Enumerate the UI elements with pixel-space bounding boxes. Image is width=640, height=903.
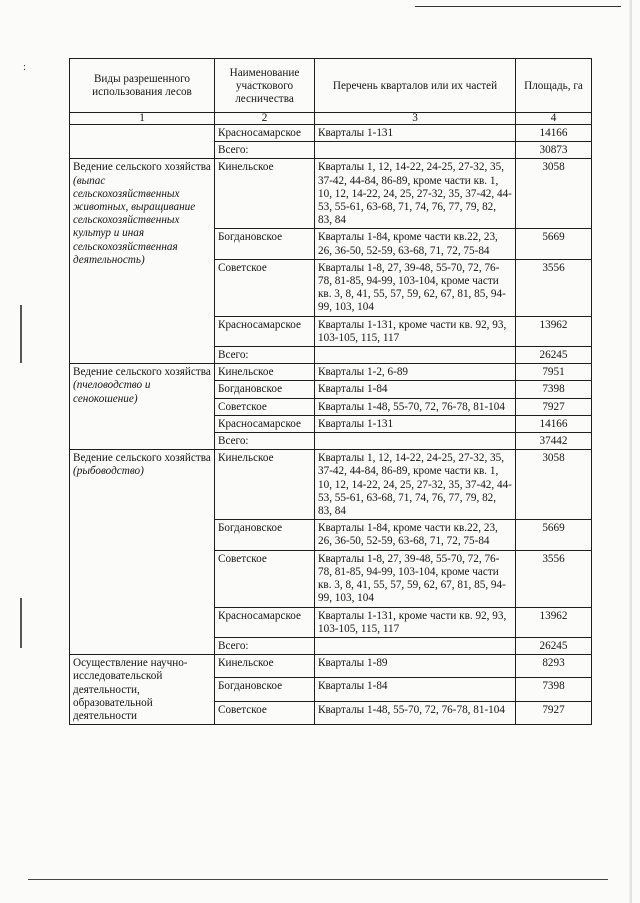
forestry-cell: Богдановское <box>215 381 315 398</box>
table-row <box>70 159 592 229</box>
quarters-cell: Кварталы 1-131 <box>315 125 516 142</box>
forestry-cell: Кинельское <box>215 655 315 678</box>
use-type-note: (пчеловодство и сенокошение) <box>73 379 151 405</box>
use-type-note: (рыбоводство) <box>73 465 144 478</box>
quarters-cell <box>315 433 516 450</box>
scan-artifact-bottom-line <box>28 879 608 880</box>
use-type-note: (выпас сельскохозяйственных животных, выращивание сельскохозяйственных культур и иная сельскохозяйственная деятельность) <box>73 174 196 266</box>
column-number: 2 <box>215 113 315 125</box>
use-type-cell <box>70 655 215 725</box>
column-number: 4 <box>516 113 592 125</box>
forestry-cell: Красносамарское <box>215 125 315 142</box>
quarters-cell <box>315 637 516 654</box>
use-type-name: Ведение сельского хозяйства <box>73 161 211 174</box>
header-forestry: Наименование участкового лесничества <box>215 59 315 113</box>
quarters-cell: Кварталы 1-2, 6-89 <box>315 364 516 381</box>
forestry-cell: Всего: <box>215 433 315 450</box>
header-quarters: Перечень кварталов или их частей <box>315 59 516 113</box>
forestry-cell: Красносамарское <box>215 607 315 637</box>
use-type-name: Ведение сельского хозяйства <box>73 452 211 465</box>
scan-artifact-top-line <box>415 6 621 7</box>
use-type-cell <box>70 125 215 159</box>
scan-artifact-left-bar <box>20 305 22 363</box>
quarters-cell: Кварталы 1-89 <box>315 655 516 678</box>
table-row <box>70 655 592 678</box>
table-row <box>70 125 592 142</box>
column-number: 1 <box>70 113 215 125</box>
area-cell: 5669 <box>516 520 592 550</box>
use-type-name: Осуществление научно-исследовательской деятельности, образовательной деятельности <box>73 657 188 722</box>
forestry-cell: Советское <box>215 259 315 316</box>
quarters-cell: Кварталы 1-48, 55-70, 72, 76-78, 81-104 <box>315 701 516 724</box>
quarters-cell: Кварталы 1-84, кроме части кв.22, 23, 26, 36-50, 52-59, 63-68, 71, 72, 75-84 <box>315 229 516 259</box>
area-cell: 30873 <box>516 142 592 159</box>
forestry-cell: Советское <box>215 550 315 607</box>
quarters-cell: Кварталы 1-48, 55-70, 72, 76-78, 81-104 <box>315 398 516 415</box>
column-number-row <box>70 113 592 125</box>
scan-artifact-right-edge <box>629 0 632 903</box>
quarters-cell: Кварталы 1-84 <box>315 678 516 701</box>
area-cell: 7398 <box>516 678 592 701</box>
area-cell: 3058 <box>516 450 592 520</box>
area-cell: 3556 <box>516 259 592 316</box>
header-area: Площадь, га <box>516 59 592 113</box>
quarters-cell: Кварталы 1, 12, 14-22, 24-25, 27-32, 35, 37-42, 44-84, 86-89, кроме части кв. 1, 10, 12, 14-22, 24, 25, 27-32, 35, 37-42, 44-53, 55-61, 63-68, 71, 74, 76, 77, 79, 82, 83, 84 <box>315 159 516 229</box>
forestry-cell: Красносамарское <box>215 316 315 346</box>
quarters-cell: Кварталы 1-131, кроме части кв. 92, 93, 103-105, 115, 117 <box>315 607 516 637</box>
use-type-cell <box>70 364 215 450</box>
forestry-cell: Богдановское <box>215 520 315 550</box>
quarters-cell <box>315 347 516 364</box>
area-cell: 13962 <box>516 316 592 346</box>
header-row <box>70 59 592 113</box>
area-cell: 5669 <box>516 229 592 259</box>
forest-use-table <box>69 58 592 725</box>
forestry-cell: Красносамарское <box>215 415 315 432</box>
forestry-cell: Всего: <box>215 142 315 159</box>
area-cell: 3058 <box>516 159 592 229</box>
quarters-cell: Кварталы 1-8, 27, 39-48, 55-70, 72, 76-78, 81-85, 94-99, 103-104, кроме части кв. 3, 8, 41, 55, 57, 59, 62, 67, 81, 85, 94-99, 103, 104 <box>315 550 516 607</box>
use-type-name: Ведение сельского хозяйства <box>73 366 211 379</box>
forestry-cell: Советское <box>215 701 315 724</box>
table-body <box>70 125 592 725</box>
scan-artifact-left-bar <box>20 598 22 648</box>
quarters-cell <box>315 142 516 159</box>
forestry-cell: Советское <box>215 398 315 415</box>
area-cell: 13962 <box>516 607 592 637</box>
table-row <box>70 450 592 520</box>
area-cell: 7951 <box>516 364 592 381</box>
forestry-cell: Всего: <box>215 347 315 364</box>
header-use: Виды разрешенного использования лесов <box>70 59 215 113</box>
quarters-cell: Кварталы 1-84, кроме части кв.22, 23, 26, 36-50, 52-59, 63-68, 71, 72, 75-84 <box>315 520 516 550</box>
scan-artifact-dot: : <box>23 61 27 73</box>
forestry-cell: Богдановское <box>215 678 315 701</box>
forestry-cell: Кинельское <box>215 364 315 381</box>
column-number: 3 <box>315 113 516 125</box>
quarters-cell: Кварталы 1, 12, 14-22, 24-25, 27-32, 35, 37-42, 44-84, 86-89, кроме части кв. 1, 10, 12, 14-22, 24, 25, 27-32, 35, 37-42, 44-53, 55-61, 63-68, 71, 74, 76, 77, 79, 82, 83, 84 <box>315 450 516 520</box>
area-cell: 14166 <box>516 415 592 432</box>
use-type-cell <box>70 159 215 364</box>
area-cell: 14166 <box>516 125 592 142</box>
area-cell: 7927 <box>516 398 592 415</box>
area-cell: 8293 <box>516 655 592 678</box>
area-cell: 26245 <box>516 347 592 364</box>
quarters-cell: Кварталы 1-131, кроме части кв. 92, 93, 103-105, 115, 117 <box>315 316 516 346</box>
table-row <box>70 364 592 381</box>
use-type-cell <box>70 450 215 655</box>
forestry-cell: Кинельское <box>215 450 315 520</box>
area-cell: 3556 <box>516 550 592 607</box>
forestry-cell: Богдановское <box>215 229 315 259</box>
area-cell: 7398 <box>516 381 592 398</box>
forestry-cell: Кинельское <box>215 159 315 229</box>
quarters-cell: Кварталы 1-131 <box>315 415 516 432</box>
quarters-cell: Кварталы 1-84 <box>315 381 516 398</box>
quarters-cell: Кварталы 1-8, 27, 39-48, 55-70, 72, 76-78, 81-85, 94-99, 103-104, кроме части кв. 3, 8, 41, 55, 57, 59, 62, 67, 81, 85, 94-99, 103, 104 <box>315 259 516 316</box>
area-cell: 26245 <box>516 637 592 654</box>
area-cell: 7927 <box>516 701 592 724</box>
area-cell: 37442 <box>516 433 592 450</box>
forestry-cell: Всего: <box>215 637 315 654</box>
